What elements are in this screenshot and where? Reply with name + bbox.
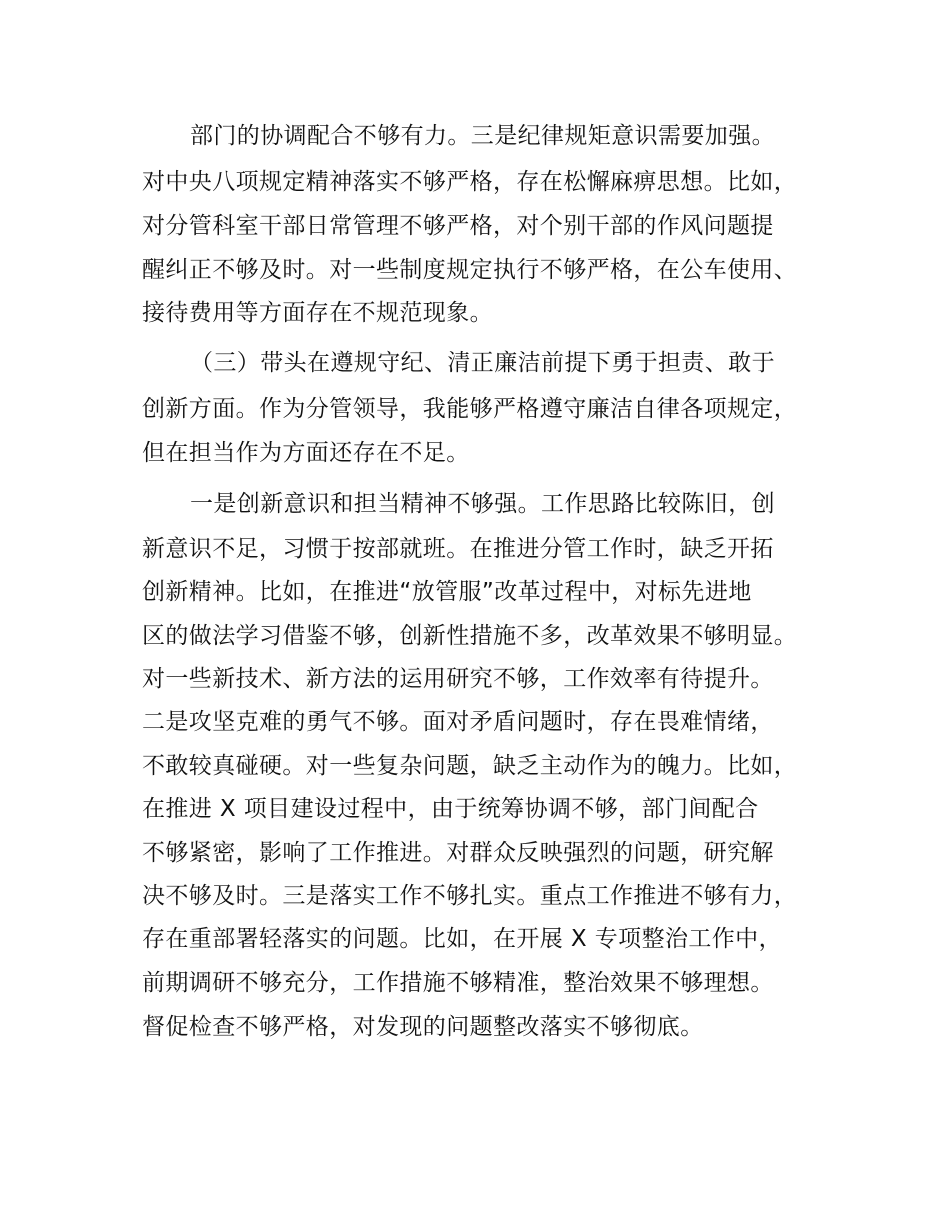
text-line: 部门的协调配合不够有力。三是纪律规矩意识需要加强。 [190, 123, 775, 149]
text-line: 一是创新意识和担当精神不够强。工作思路比较陈旧，创 [190, 491, 775, 517]
text-line: 区的做法学习借鉴不够，创新性措施不多，改革效果不够明显。 [142, 623, 798, 649]
text-line: 对一些新技术、新方法的运用研究不够，工作效率有待提升。 [142, 666, 774, 692]
text-line: 前期调研不够充分，工作措施不够精准，整治效果不够理想。 [142, 970, 774, 996]
text-line: 对分管科室干部日常管理不够严格，对个别干部的作风问题提 [142, 213, 774, 239]
text-line: 不敢较真碰硬。对一些复杂问题，缺乏主动作为的魄力。比如， [142, 753, 798, 779]
text-line: 但在担当作为方面还存在不足。 [142, 440, 470, 466]
text-line: 新意识不足，习惯于按部就班。在推进分管工作时，缺乏开拓 [142, 536, 774, 562]
text-line: 督促检查不够严格，对发现的问题整改落实不够彻底。 [142, 1014, 704, 1040]
text-line: 创新方面。作为分管领导，我能够严格遵守廉洁自律各项规定， [142, 396, 798, 422]
text-line: 存在重部署轻落实的问题。比如，在开展 X 专项整治工作中， [142, 926, 782, 952]
text-line: 不够紧密，影响了工作推进。对群众反映强烈的问题，研究解 [142, 840, 774, 866]
text-line: 创新精神。比如，在推进“放管服”改革过程中，对标先进地 [142, 579, 752, 605]
text-line: （三）带头在遵规守纪、清正廉洁前提下勇于担责、敢于 [190, 350, 775, 376]
text-line: 在推进 X 项目建设过程中，由于统筹协调不够，部门间配合 [142, 796, 759, 822]
text-line: 对中央八项规定精神落实不够严格，存在松懈麻痹思想。比如， [142, 169, 798, 195]
text-line: 接待费用等方面存在不规范现象。 [142, 300, 493, 326]
text-line: 二是攻坚克难的勇气不够。面对矛盾问题时，存在畏难情绪， [142, 709, 774, 735]
text-line: 醒纠正不够及时。对一些制度规定执行不够严格，在公车使用、 [142, 257, 798, 283]
text-line: 决不够及时。三是落实工作不够扎实。重点工作推进不够有力， [142, 883, 798, 909]
